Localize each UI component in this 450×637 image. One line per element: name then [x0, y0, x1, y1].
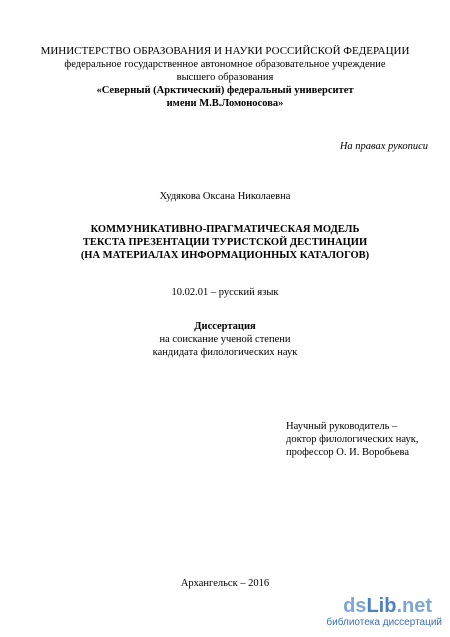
dslib-subtitle: библиотека диссертаций	[326, 617, 442, 628]
logo-lib: Lib	[366, 595, 397, 617]
dissertation-title-line-3: (НА МАТЕРИАЛАХ ИНФОРМАЦИОННЫХ КАТАЛОГОВ)	[80, 250, 370, 261]
university-name-line-1: «Северный (Арктический) федеральный университет	[96, 85, 354, 96]
supervisor-line-1: Научный руководитель –	[286, 421, 398, 432]
dissertation-title-line-2: ТЕКСТА ПРЕЗЕНТАЦИИ ТУРИСТСКОЙ ДЕСТИНАЦИИ	[82, 237, 368, 248]
city-year: Архангельск – 2016	[180, 578, 270, 589]
degree-line-1: на соискание ученой степени	[159, 334, 291, 345]
dslib-watermark	[322, 595, 442, 631]
dissertation-title-line-1: КОММУНИКАТИВНО-ПРАГМАТИЧЕСКАЯ МОДЕЛЬ	[90, 224, 360, 235]
dslib-logo	[343, 595, 432, 617]
ministry-heading: МИНИСТЕРСТВО ОБРАЗОВАНИЯ И НАУКИ РОССИЙСКОЙ ФЕДЕРАЦИИ	[40, 45, 410, 57]
logo-ds: ds	[343, 595, 367, 617]
supervisor-block	[286, 420, 446, 459]
institution-type-line-2: высшего образования	[176, 72, 274, 83]
supervisor-line-3: профессор О. И. Воробьева	[286, 447, 409, 458]
author-name: Худякова Оксана Николаевна	[159, 191, 291, 202]
institution-type-line-1: федеральное государственное автономное образовательное учреждение	[64, 59, 386, 70]
degree-line-2: кандидата филологических наук	[152, 347, 298, 358]
manuscript-note: На правах рукописи	[339, 141, 428, 152]
university-name-line-2: имени М.В.Ломоносова»	[166, 98, 284, 109]
supervisor-line-2: доктор филологических наук,	[286, 434, 419, 445]
degree-heading: Диссертация	[194, 321, 256, 332]
logo-net: .net	[396, 595, 432, 617]
specialty-code: 10.02.01 – русский язык	[171, 287, 279, 298]
